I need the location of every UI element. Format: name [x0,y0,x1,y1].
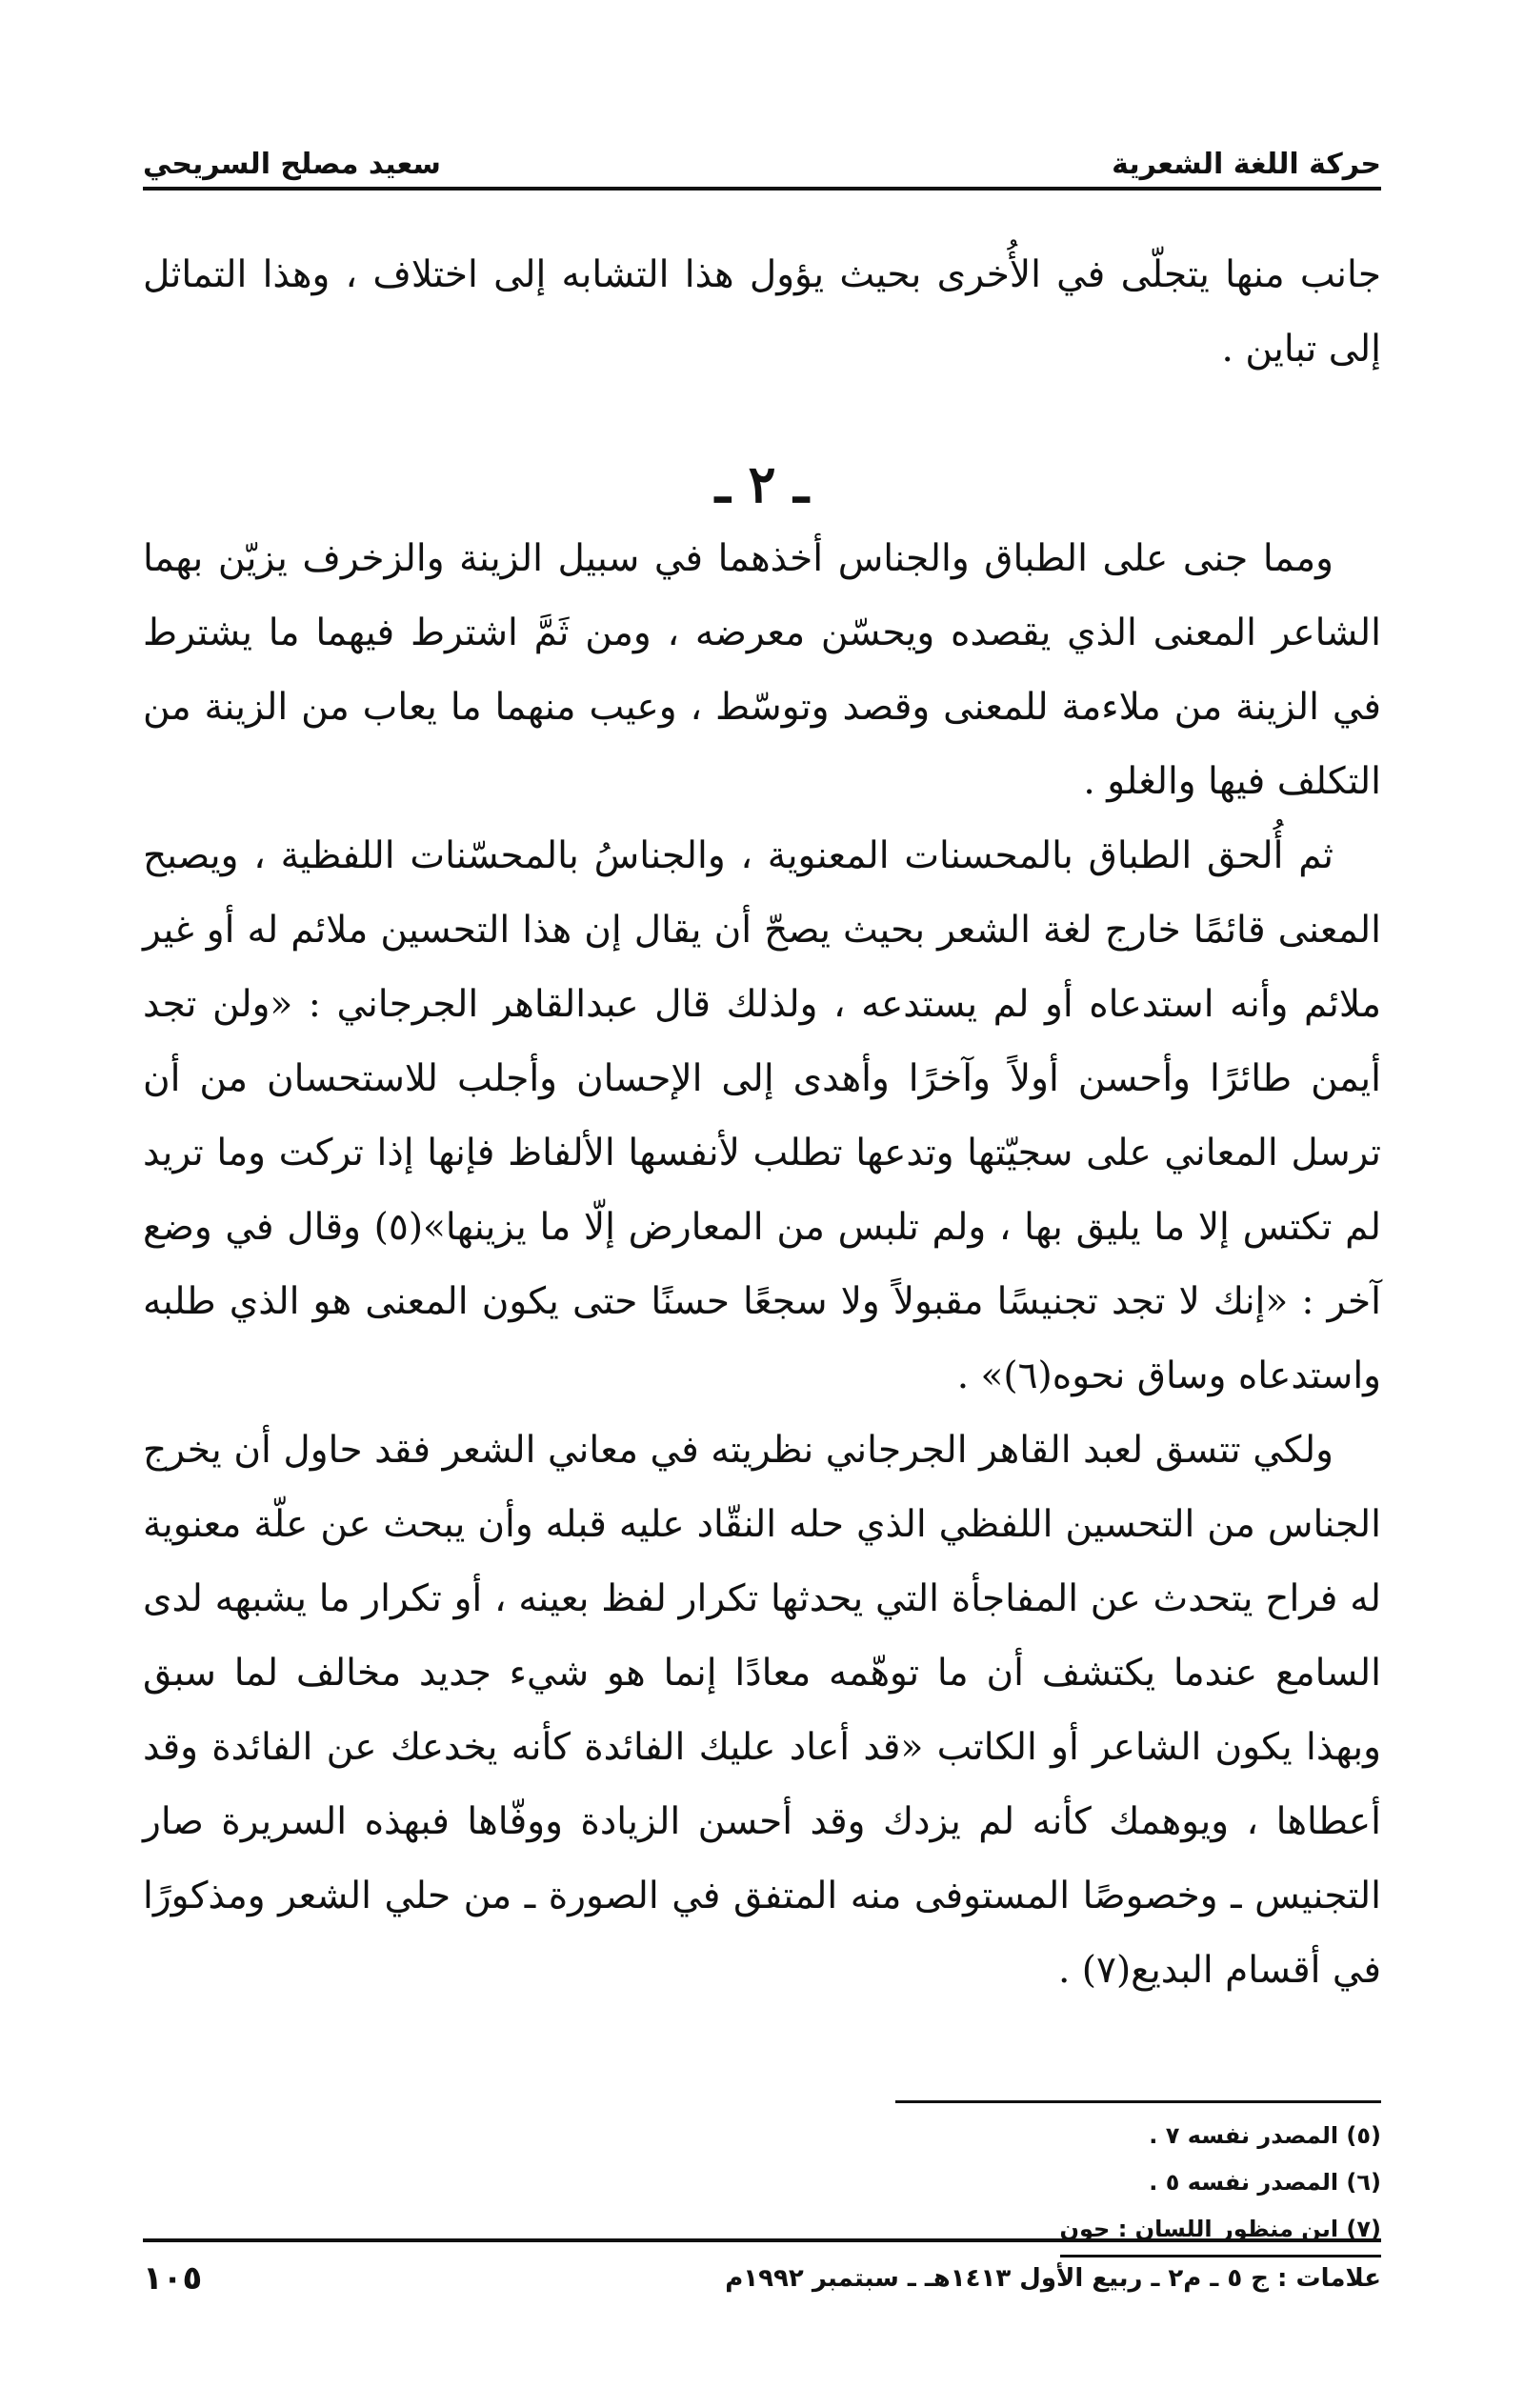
page-number: ١٠٥ [143,2259,203,2298]
running-header [143,114,1381,181]
book-title: حركة اللغة الشعرية [1112,148,1381,181]
paragraph: ومما جنى على الطباق والجناس أخذهما في سبيل الزينة والزخرف يزيّن بهما الشاعر المعنى الذي يقصده ويحسّن معرضه ، ومن ثَمَّ اشترط فيهما ما يشترط في الزينة من ملاءمة للمعنى وقصد وتوسّط ، وعيب منهما ما يعاب من الزينة من التكلف فيها والغلو . [143,537,1381,803]
journal-citation: علامات : ج ٥ ـ م٢ ـ ربيع الأول ١٤١٣هـ ـ سبتمبر ١٩٩٢م [725,2264,1381,2293]
footnotes [848,2113,1381,2258]
footer-rule [143,2238,1381,2242]
footnote-rule [895,2100,1381,2103]
page-footer [143,2259,1381,2298]
footnote: (٦) المصدر نفسه ٥ . [1149,2169,1381,2196]
paragraph: ولكي تتسق لعبد القاهر الجرجاني نظريته في معاني الشعر فقد حاول أن يخرج الجناس من التحسين اللفظي الذي حله النقّاد عليه قبله وأن يبحث عن علّة معنوية له فراح يتحدث عن المفاجأة التي يحدثها تكرار لفظ بعينه ، أو تكرار ما يشبهه لدى السامع عندما يكتشف أن ما توهّمه معادًا إنما هو شيء جديد مخالف لما سبق وبهذا يكون الشاعر أو الكاتب «قد أعاد عليك الفائدة كأنه يخدعك عن الفائدة وقد أعطاها ، ويوهمك كأنه لم يزدك وقد أحسن الزيادة ووفّاها فبهذه السريرة صار التجنيس ـ وخصوصًا المستوفى منه المتفق في الصورة ـ من حلي الشعر ومذكورًا في أقسام البديع(٧) . [143,1429,1381,1992]
body-text [143,238,1381,2008]
header-rule [143,187,1381,191]
section-number: ـ ٢ ـ [714,453,810,514]
author-name: سعيد مصلح السريحي [143,148,441,181]
intro-paragraph: جانب منها يتجلّى في الأُخرى بحيث يؤول هذا التشابه إلى اختلاف ، وهذا التماثل إلى تباين . [143,253,1381,371]
footnote: (٥) المصدر نفسه ٧ . [1149,2122,1381,2149]
footnote: (٧) ابن منظور اللسان : جون [1060,2206,1381,2258]
paragraph: ثم أُلحق الطباق بالمحسنات المعنوية ، والجناسُ بالمحسّنات اللفظية ، ويصبح المعنى قائمًا خارج لغة الشعر بحيث يصحّ أن يقال إن هذا التحسين ملائم له أو غير ملائم وأنه استدعاه أو لم يستدعه ، ولذلك قال عبدالقاهر الجرجاني : «ولن تجد أيمن طائرًا وأحسن أولاً وآخرًا وأهدى إلى الإحسان وأجلب للاستحسان من أن ترسل المعاني على سجيّتها وتدعها تطلب لأنفسها الألفاظ فإنها إذا تركت وما تريد لم تكتس إلا ما يليق بها ، ولم تلبس من المعارض إلّا ما يزينها»(٥) وقال في وضع آخر : «إنك لا تجد تجنيسًا مقبولاً ولا سجعًا حسنًا حتى يكون المعنى هو الذي طلبه واستدعاه وساق نحوه(٦)» . [143,834,1381,1397]
